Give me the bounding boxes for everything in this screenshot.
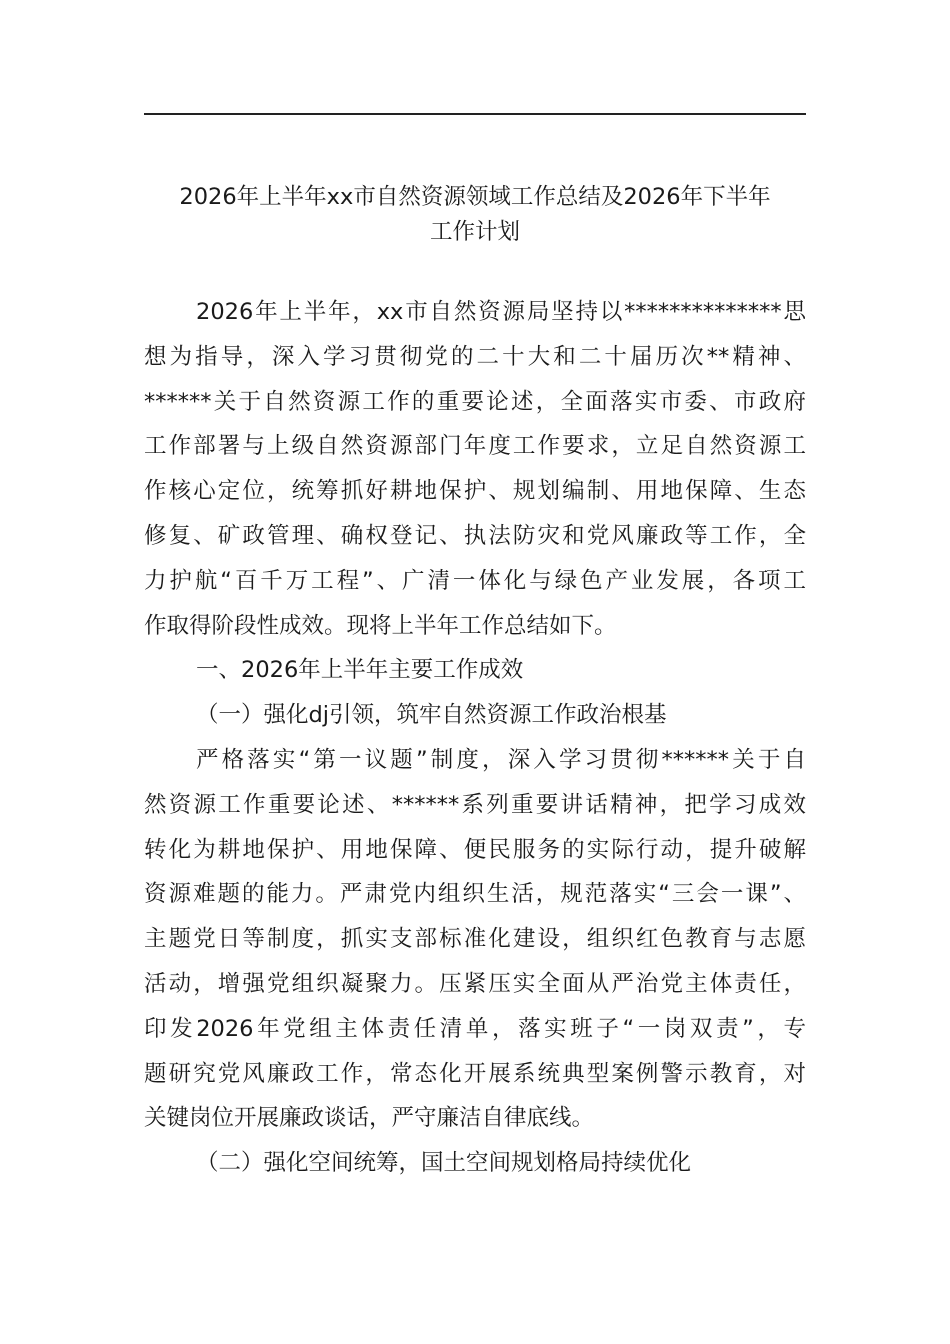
title-line-2: 工作计划	[429, 219, 520, 245]
paragraph-line: 资源难题的能力。严肃党内组织生活，规范落实“三会一课”、	[144, 881, 806, 908]
paragraph-line: 作取得阶段性成效。现将上半年工作总结如下。	[144, 612, 617, 639]
header-rule	[144, 113, 806, 115]
paragraph-line: 然资源工作重要论述、******系列重要讲话精神，把学习成效	[144, 791, 806, 818]
paragraph-line: 作核心定位，统筹抓好耕地保护、规划编制、用地保障、生态	[144, 478, 806, 505]
paragraph-line: （一）强化dj引领，筑牢自然资源工作政治根基	[196, 702, 667, 729]
paragraph-line: 工作部署与上级自然资源部门年度工作要求，立足自然资源工	[144, 433, 806, 460]
paragraph-line: ******关于自然资源工作的重要论述，全面落实市委、市政府	[144, 388, 806, 415]
title-line-1: 2026年上半年xx市自然资源领域工作总结及2026年下半年	[179, 184, 771, 210]
paragraph-line: 活动，增强党组织凝聚力。压紧压实全面从严治党主体责任，	[144, 971, 806, 997]
paragraph-line: 修复、矿政管理、确权登记、执法防灾和党风廉政等工作，全	[144, 523, 806, 549]
paragraph-line: 想为指导，深入学习贯彻党的二十大和二十届历次**精神、	[144, 343, 806, 370]
paragraph-line: 力护航“百千万工程”、广清一体化与绿色产业发展，各项工	[144, 567, 806, 594]
paragraph-line: 严格落实“第一议题”制度，深入学习贯彻******关于自	[196, 747, 806, 773]
document-title	[144, 180, 806, 250]
paragraph-line: 关键岗位开展廉政谈话，严守廉洁自律底线。	[144, 1105, 595, 1132]
paragraph-line: （二）强化空间统筹，国土空间规划格局持续优化	[196, 1150, 692, 1177]
paragraph-line: 一、2026年上半年主要工作成效	[196, 657, 524, 684]
paragraph-line: 转化为耕地保护、用地保障、便民服务的实际行动，提升破解	[144, 836, 806, 863]
paragraph-line: 题研究党风廉政工作，常态化开展系统典型案例警示教育，对	[144, 1060, 806, 1087]
paragraph-line: 印发2026年党组主体责任清单，落实班子“一岗双责”，专	[144, 1015, 806, 1042]
paragraph-line: 2026年上半年，xx市自然资源局坚持以**************思	[196, 299, 806, 325]
paragraph-line: 主题党日等制度，抓实支部标准化建设，组织红色教育与志愿	[144, 926, 806, 953]
